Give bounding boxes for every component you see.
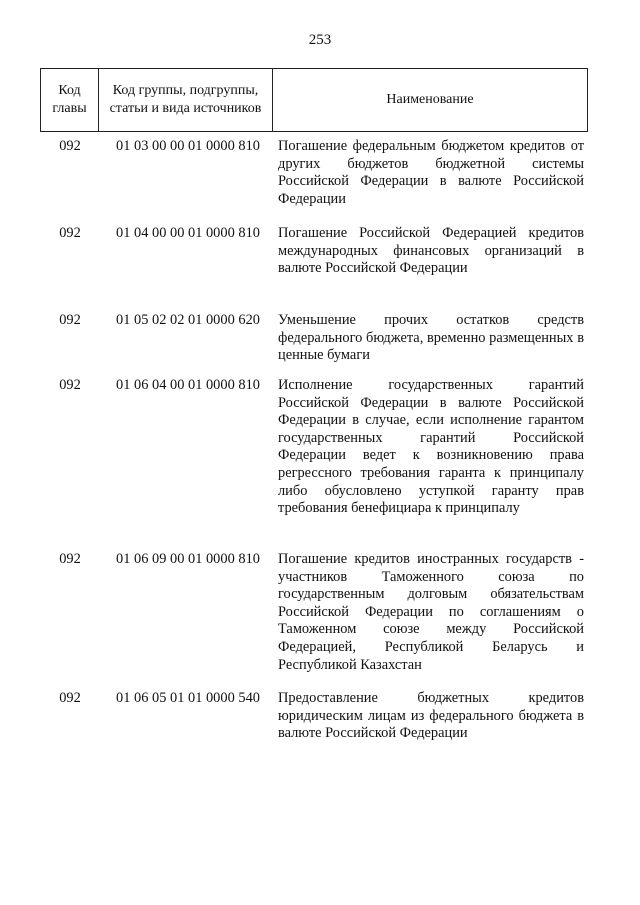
row-group-code: 01 05 02 02 01 0000 620: [116, 312, 260, 328]
row-group-code: 01 04 00 00 01 0000 810: [116, 225, 260, 241]
row-group-code: 01 06 04 00 01 0000 810: [116, 377, 260, 393]
row-group-code: 01 06 05 01 01 0000 540: [116, 690, 260, 706]
table-row: [40, 225, 588, 312]
row-name: Погашение кредитов иностранных государств - участников Таможенного союза по государственным долговым обязательствам Российской Федерации по соглашениям о Таможенном союзе между Российской Федерацией, Республикой Беларусь и Республикой Казахстан: [278, 551, 584, 673]
table-row: [40, 312, 588, 377]
table-row: [40, 377, 588, 551]
row-name: Погашение федеральным бюджетом кредитов от других бюджетов бюджетной системы Российской Федерации в валюте Российской Федерации: [278, 138, 584, 207]
row-chapter-code: 092: [59, 690, 81, 706]
header-chapter-code: Код главы: [41, 69, 99, 131]
row-group-code: 01 03 00 00 01 0000 810: [116, 138, 260, 154]
row-name: Уменьшение прочих остатков средств федерального бюджета, временно размещенных в ценные бумаги: [278, 312, 584, 364]
row-chapter-code: 092: [59, 312, 81, 328]
table-header: [40, 68, 588, 132]
row-name: Погашение Российской Федерацией кредитов международных финансовых организаций в валюте Российской Федерации: [278, 225, 584, 277]
page-number: 253: [308, 32, 332, 48]
row-chapter-code: 092: [59, 377, 81, 393]
header-name: Наименование: [386, 92, 474, 107]
row-chapter-code: 092: [59, 551, 81, 567]
row-name: Исполнение государственных гарантий Российской Федерации в валюте Российской Федерации в случае, если исполнение гарантом государственных гарантий Российской Федерации ведет к возникновению права регрессного требования гаранта к принципалу либо обусловлено уступкой гаранту прав требования бенефициара к принципалу: [278, 377, 584, 517]
row-chapter-code: 092: [59, 138, 81, 154]
table-row: [40, 690, 588, 760]
budget-sources-table: [40, 68, 588, 760]
header-group-code: Код группы, подгруппы, статьи и вида источников: [99, 69, 273, 131]
row-group-code: 01 06 09 00 01 0000 810: [116, 551, 260, 567]
row-name: Предоставление бюджетных кредитов юридическим лицам из федерального бюджета в валюте Российской Федерации: [278, 690, 584, 742]
table-row: [40, 551, 588, 690]
table-row: [40, 138, 588, 225]
row-chapter-code: 092: [59, 225, 81, 241]
